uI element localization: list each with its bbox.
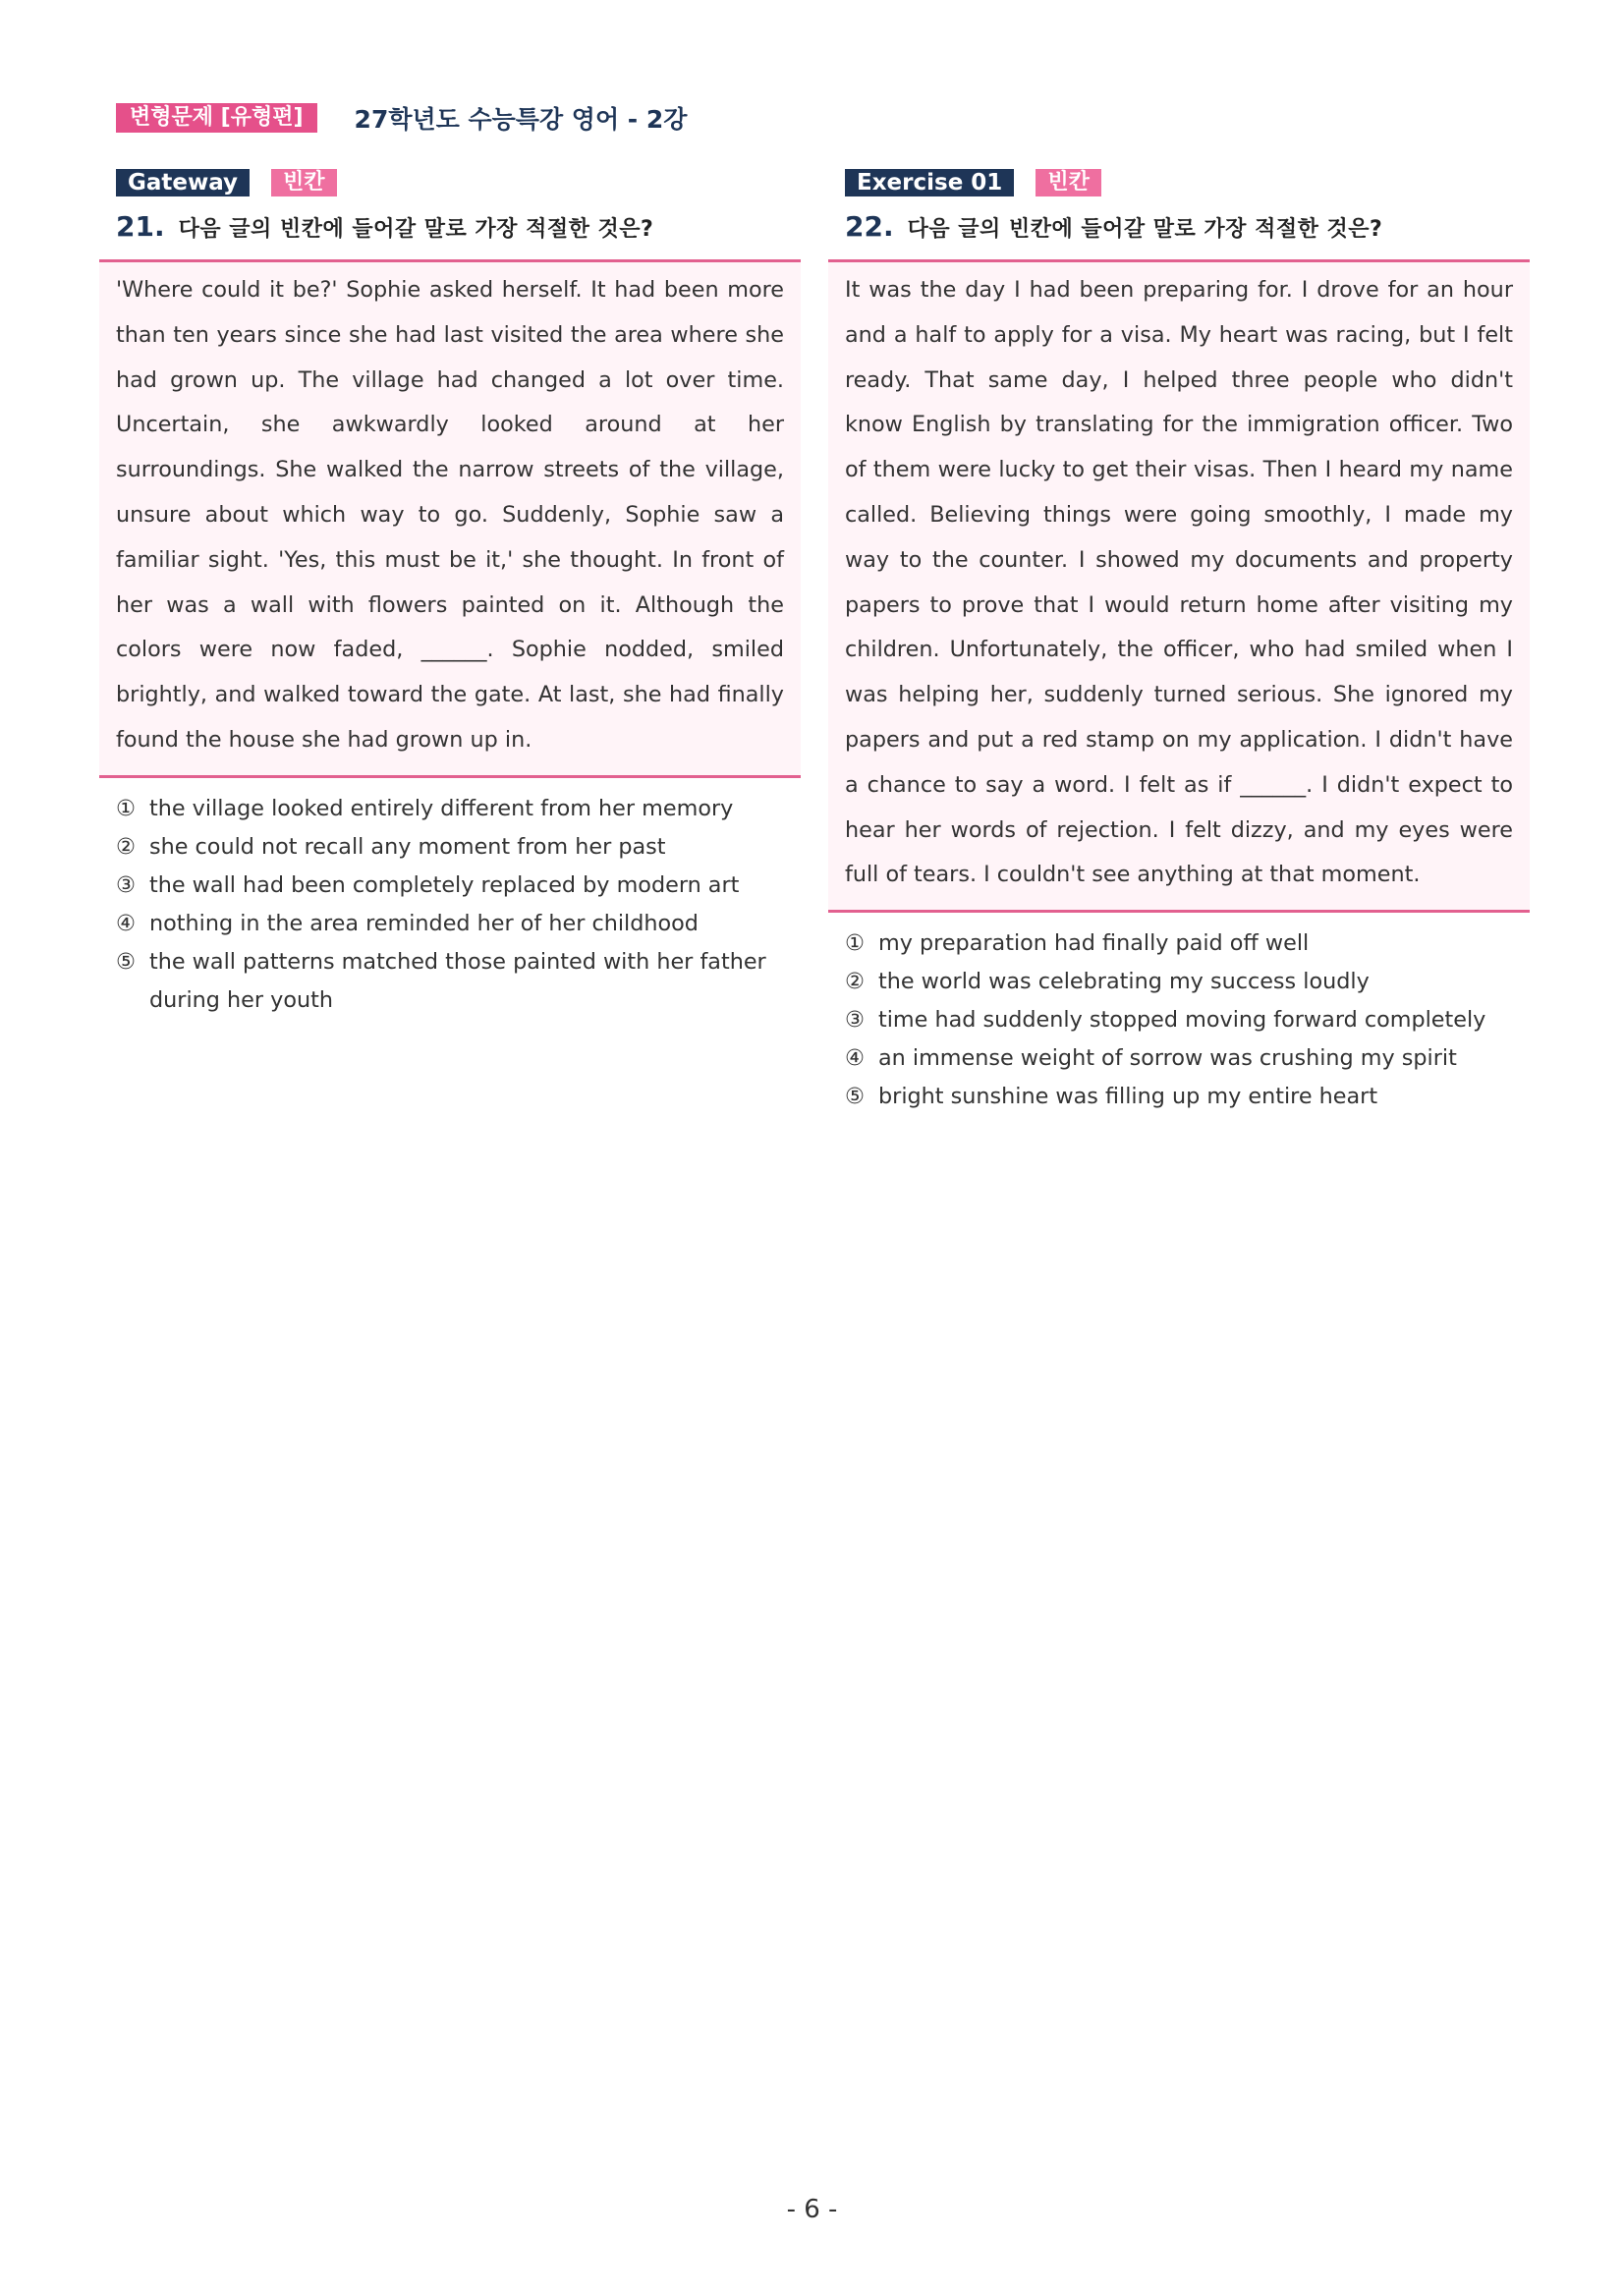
answer-options <box>828 924 1530 1116</box>
option-marker: ③ <box>845 1007 865 1034</box>
option-text: the world was celebrating my success loudly <box>878 969 1370 995</box>
option-5[interactable] <box>845 1078 1513 1116</box>
option-3[interactable] <box>116 867 784 905</box>
page-header <box>116 102 687 134</box>
option-marker: ② <box>845 969 865 995</box>
exercise-tag: Exercise 01 <box>845 169 1014 196</box>
option-text: bright sunshine was filling up my entire heart <box>878 1084 1378 1110</box>
option-marker: ② <box>116 833 136 860</box>
option-text: time had suddenly stopped moving forward completely <box>878 1007 1486 1034</box>
page-number: - 6 - <box>786 2195 838 2224</box>
option-text: she could not recall any moment from her past <box>149 833 666 860</box>
option-4[interactable] <box>116 905 784 943</box>
option-marker: ③ <box>116 871 136 898</box>
gateway-tag: Gateway <box>116 169 250 196</box>
option-2[interactable] <box>845 963 1513 1001</box>
question-21-column <box>99 169 801 1020</box>
option-marker: ⑤ <box>845 1084 865 1110</box>
blank-type-tag: 빈칸 <box>271 169 337 196</box>
question-21-tags <box>116 169 801 196</box>
option-text: the village looked entirely different from her memory <box>149 795 734 821</box>
option-marker: ④ <box>116 910 136 936</box>
passage-text: It was the day I had been preparing for. I drove for an hour and a half to apply for a visa. My heart was racing, but I felt ready. That same day, I helped three people who didn't know English by translating for the immigration officer. Two of them were lucky to get their visas. Then I heard my name called. Believing things were going smoothly, I made my way to the counter. I showed my documents and property papers to prove that I would return home after visiting my children. Unfortunately, the officer, who had smiled when I was helping her, suddenly turned serious. She ignored my papers and put a red stamp on my application. I didn't have a chance to say a word. I felt as if ______. I didn't expect to hear her words of rejection. I felt dizzy, and my eyes were full of tears. I couldn't see anything at that moment. <box>845 277 1513 888</box>
page-title: 27학년도 수능특강 영어 - 2강 <box>354 105 688 134</box>
option-marker: ① <box>845 930 865 957</box>
option-3[interactable] <box>845 1001 1513 1039</box>
option-text: an immense weight of sorrow was crushing my spirit <box>878 1045 1457 1072</box>
option-4[interactable] <box>845 1039 1513 1078</box>
question-21-prompt <box>116 210 801 246</box>
question-22-column <box>828 169 1530 1116</box>
option-text: the wall had been completely replaced by modern art <box>149 871 740 898</box>
section-badge: 변형문제 [유형편] <box>116 103 317 133</box>
question-number: 22. <box>845 210 894 243</box>
question-text: 다음 글의 빈칸에 들어갈 말로 가장 적절한 것은? <box>178 217 654 242</box>
option-text: my preparation had finally paid off well <box>878 930 1310 957</box>
option-text: the wall patterns matched those painted with her father during her youth <box>149 948 766 1013</box>
option-marker: ⑤ <box>116 948 136 975</box>
option-marker: ① <box>116 795 136 821</box>
option-5[interactable] <box>116 943 784 1020</box>
question-22-tags <box>845 169 1530 196</box>
passage-box <box>99 259 801 778</box>
option-text: nothing in the area reminded her of her childhood <box>149 910 699 936</box>
option-2[interactable] <box>116 828 784 867</box>
option-1[interactable] <box>116 790 784 828</box>
question-22-prompt <box>845 210 1530 246</box>
blank-type-tag: 빈칸 <box>1036 169 1101 196</box>
answer-options <box>99 790 801 1020</box>
option-1[interactable] <box>845 924 1513 963</box>
passage-text: 'Where could it be?' Sophie asked herself. It had been more than ten years since she had last visited the area where she had grown up. The village had changed a lot over time. Uncertain, she awkwardly looked around at her surroundings. She walked the narrow streets of the village, unsure about which way to go. Suddenly, Sophie saw a familiar sight. 'Yes, this must be it,' she thought. In front of her was a wall with flowers painted on it. Although the colors were now faded, ______. Sophie nodded, smiled brightly, and walked toward the gate. At last, she had finally found the house she had grown up in. <box>116 277 784 753</box>
question-text: 다음 글의 빈칸에 들어갈 말로 가장 적절한 것은? <box>907 217 1383 242</box>
option-marker: ④ <box>845 1045 865 1072</box>
passage-box <box>828 259 1530 913</box>
question-number: 21. <box>116 210 165 243</box>
